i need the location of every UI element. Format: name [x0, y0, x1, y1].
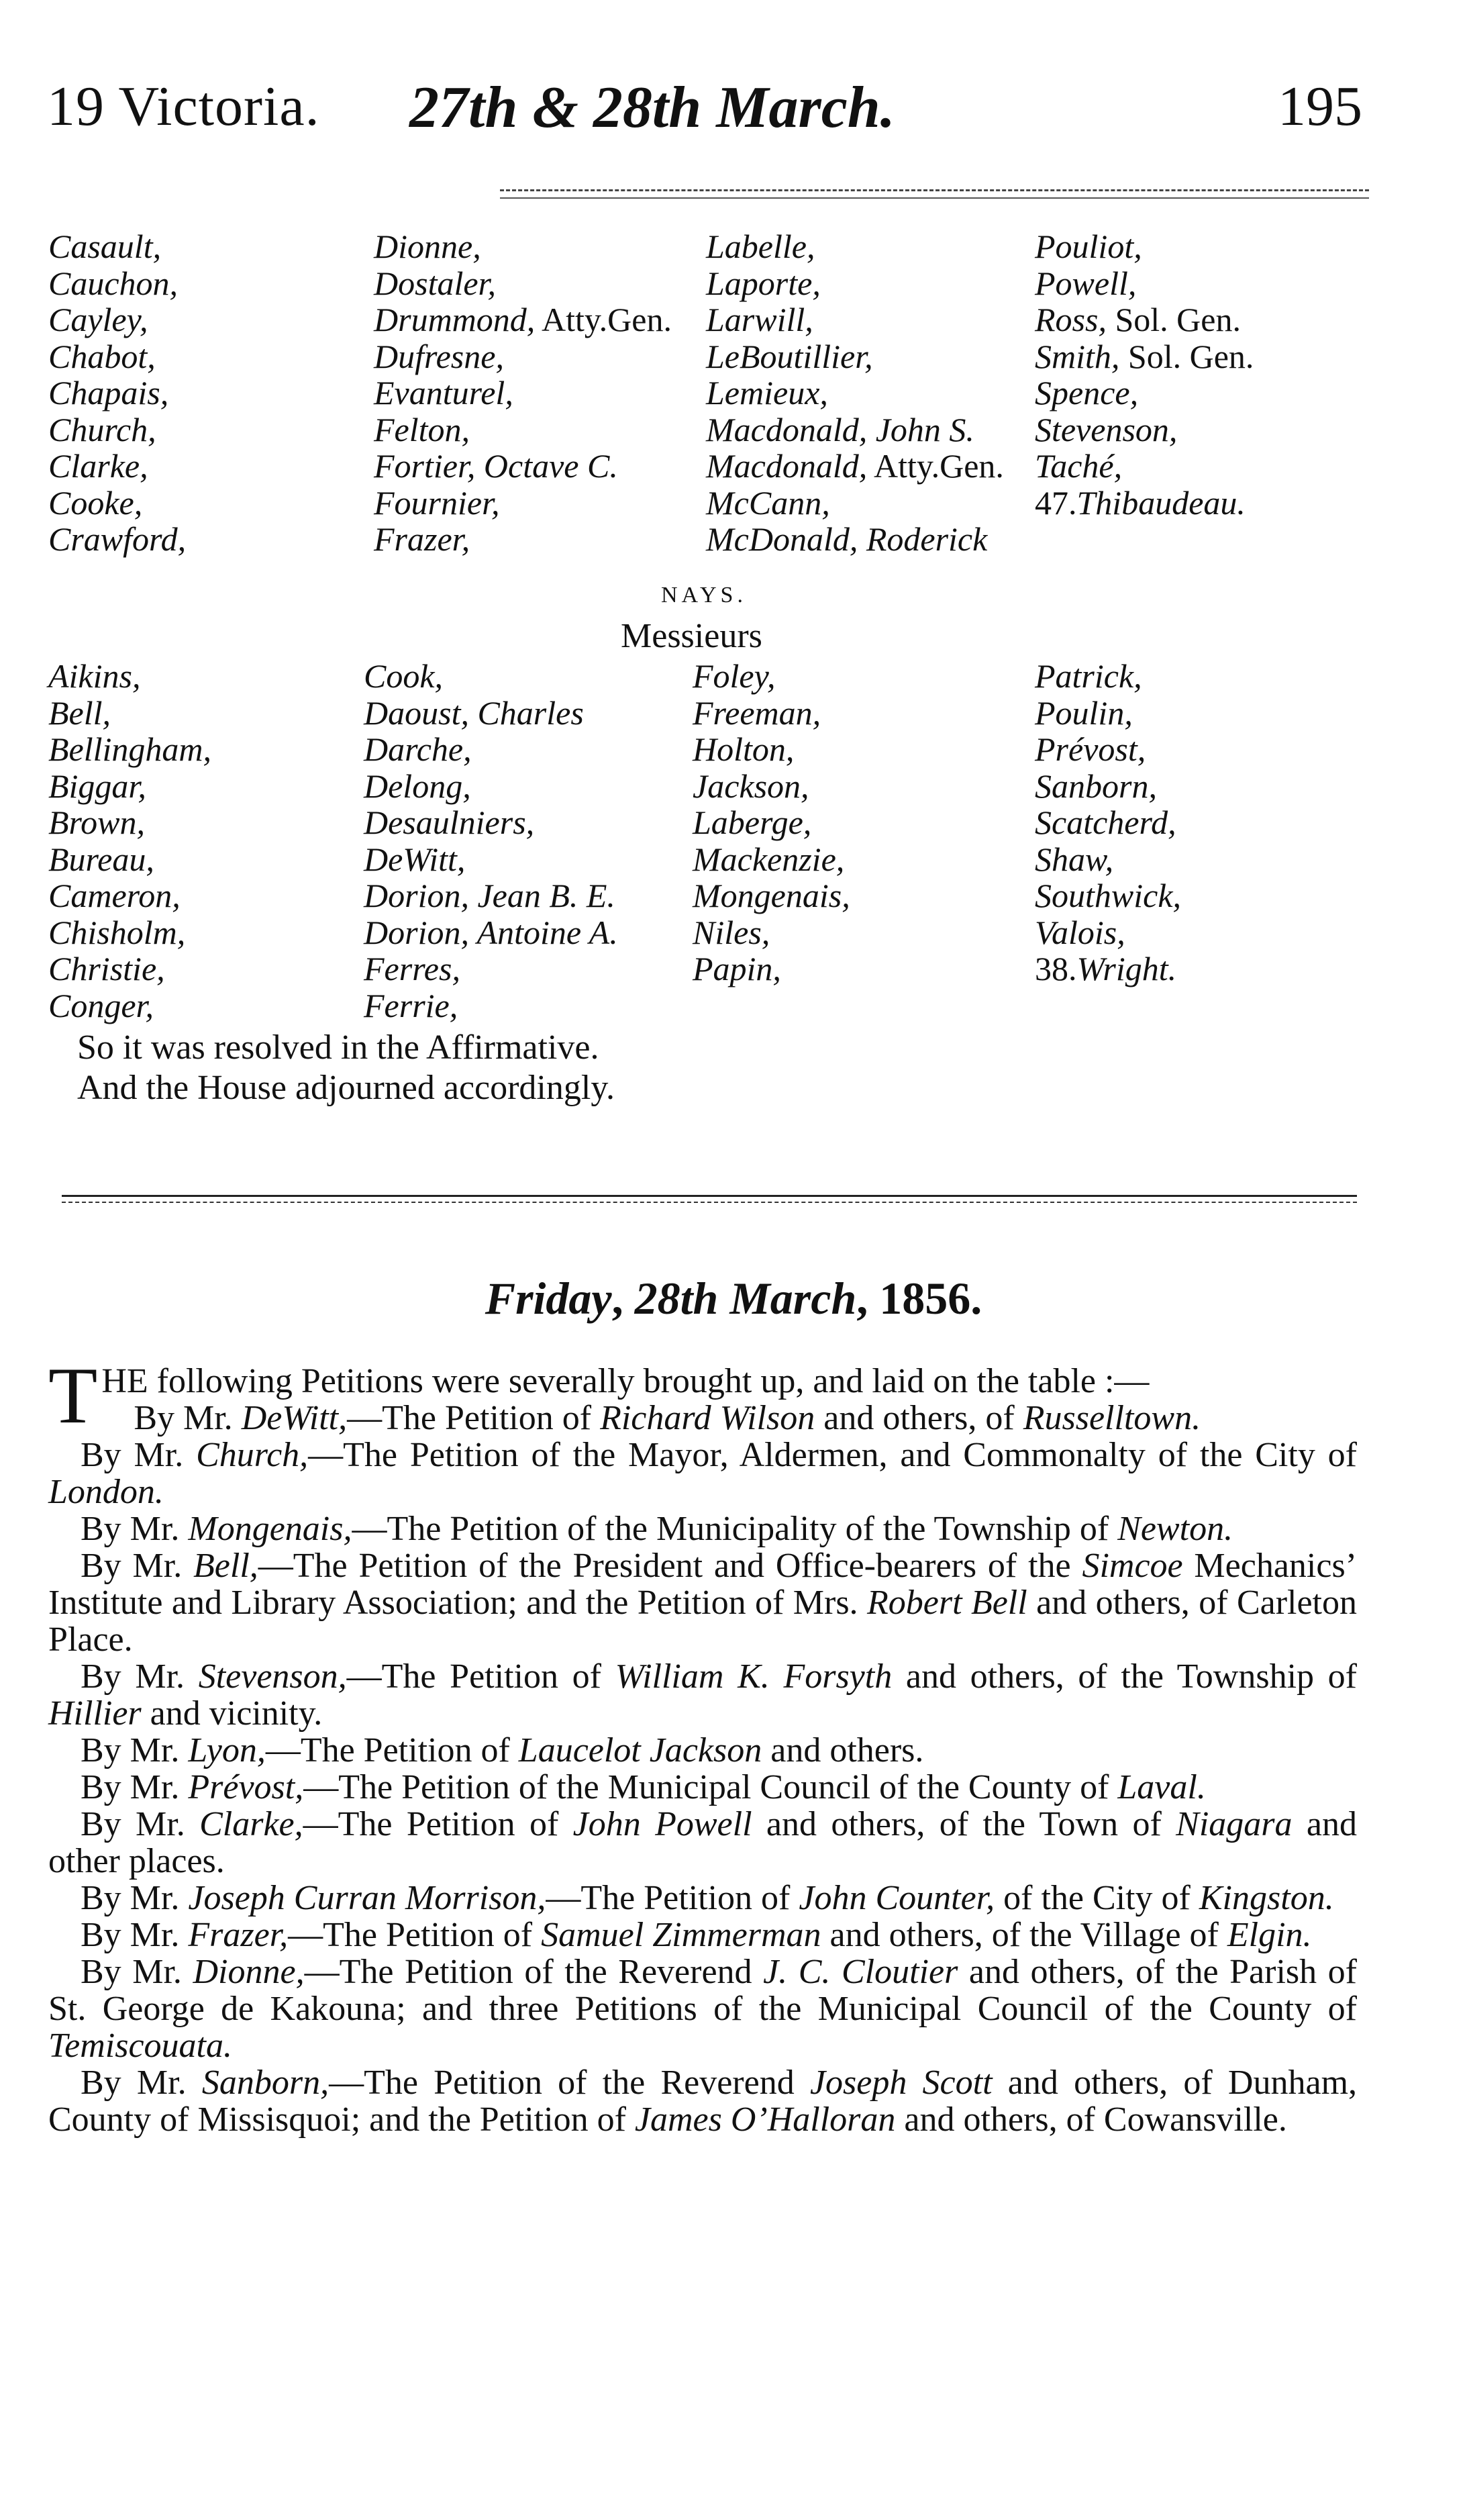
- yeas-column-4: [1035, 228, 1254, 558]
- petition-text: and others, of the Village of: [821, 1916, 1227, 1954]
- member-name: Fournier,: [374, 483, 500, 522]
- member-name: Delong,: [364, 767, 471, 805]
- petition-entry: [48, 1880, 1357, 1917]
- member-name: Freeman,: [693, 693, 821, 732]
- petition-entry: [48, 1806, 1357, 1880]
- petition-text: —The Petition of: [546, 1879, 799, 1917]
- member-name: Mongenais,: [693, 877, 850, 914]
- member-name: Dorion, Jean B. E.: [364, 877, 615, 914]
- member-name: Dorion, Antoine A.: [364, 913, 618, 951]
- member-name: Laberge,: [693, 804, 812, 841]
- petition-name: Mongenais,: [188, 1510, 352, 1548]
- member-name: Felton,: [374, 410, 470, 448]
- member-name: Clarke,: [48, 447, 148, 485]
- member-name: McDonald, Roderick: [706, 520, 988, 558]
- member-name: Macdonald, Atty.Gen.: [706, 447, 1004, 485]
- petition-text: —The Petition of the President and Office-bearers of the: [258, 1547, 1082, 1585]
- petition-list: [48, 1400, 1357, 2138]
- petition-name: Samuel Zimmerman: [541, 1916, 821, 1954]
- petition-name: Joseph Curran Morrison,: [188, 1879, 546, 1917]
- petition-name: Robert Bell: [867, 1584, 1027, 1622]
- member-name: Dionne,: [374, 228, 481, 265]
- petition-text: By Mr.: [81, 1805, 200, 1843]
- petition-name: Hillier: [48, 1694, 142, 1733]
- nays-heading: NAYS.: [661, 583, 747, 608]
- header-rule-dashed: [500, 189, 1369, 191]
- petition-text: of the City of: [995, 1879, 1199, 1917]
- petition-text: and others, of Carleton Place.: [48, 1584, 1358, 1659]
- petition-text: —The Petition of the Reverend: [329, 2064, 810, 2102]
- petition-name: Elgin.: [1227, 1916, 1312, 1954]
- petition-text: By Mr.: [81, 1879, 189, 1917]
- petition-entry: [48, 1769, 1357, 1806]
- section-rule-dashed: [62, 1202, 1357, 1203]
- petition-text: —The Petition of the Municipality of the Township of: [352, 1510, 1118, 1548]
- petition-name: Clarke,: [199, 1805, 303, 1843]
- petition-text: —The Petition of the Reverend: [304, 1953, 764, 1991]
- section-rule: [62, 1195, 1357, 1197]
- petition-name: Sanborn,: [201, 2064, 330, 2102]
- messieurs-label: Messieurs: [621, 617, 762, 655]
- header-dates: 27th & 28th March.: [409, 75, 895, 140]
- member-name: Smith, Sol. Gen.: [1035, 337, 1254, 375]
- petition-name: Simcoe: [1082, 1547, 1183, 1585]
- member-name: Poulin,: [1035, 693, 1133, 732]
- member-name: 38.Wright.: [1035, 950, 1177, 987]
- member-name: Desaulniers,: [364, 804, 535, 841]
- member-name: Fortier, Octave C.: [374, 447, 618, 485]
- petition-text: —The Petition of the Municipal Council of the County of: [303, 1768, 1118, 1806]
- nays-column-3: [693, 658, 850, 1024]
- petition-text: Mechanics’ Institute and Library Association; and the Petition of Mrs.: [48, 1547, 1357, 1622]
- member-name: Scatcherd,: [1035, 804, 1176, 841]
- petition-text: By Mr.: [81, 1953, 193, 1991]
- petition-name: Laucelot Jackson: [518, 1731, 762, 1770]
- member-name: Macdonald, John S.: [706, 410, 974, 448]
- member-name: Ross, Sol. Gen.: [1035, 301, 1241, 338]
- petition-name: Richard Wilson: [600, 1399, 815, 1437]
- date-comma-1: ,: [611, 1273, 635, 1324]
- member-name: Dostaler,: [374, 264, 496, 302]
- petition-text: —The Petition of: [347, 1399, 601, 1437]
- member-name: Bellingham,: [48, 730, 212, 768]
- petition-text: —The Petition of the Mayor, Aldermen, and Commonalty of the City of: [308, 1436, 1357, 1474]
- member-name: Casault,: [48, 228, 162, 265]
- petition-name: John Counter,: [799, 1879, 995, 1917]
- member-name: Ferrie,: [364, 986, 458, 1024]
- petition-entry: [48, 1658, 1357, 1732]
- petition-entry: [48, 1400, 1357, 1437]
- petition-name: Church,: [196, 1436, 309, 1474]
- petition-entry: [48, 1953, 1357, 2064]
- member-name: Chisholm,: [48, 913, 186, 951]
- petition-name: Dionne,: [193, 1953, 305, 1991]
- member-name: Brown,: [48, 804, 145, 841]
- petition-name: Bell,: [193, 1547, 258, 1585]
- petition-text: and others, of Dunham, County of Missisquoi; and the Petition of: [48, 2064, 1358, 2139]
- nays-column-4: [1035, 658, 1181, 1024]
- petition-text: By Mr.: [81, 1547, 194, 1585]
- page-header: [47, 74, 1362, 148]
- member-name: Laporte,: [706, 264, 821, 302]
- petition-text: and others, of: [815, 1399, 1023, 1437]
- petition-text: —The Petition of: [265, 1731, 519, 1770]
- petition-text: —The Petition of: [288, 1916, 542, 1954]
- petition-text: —The Petition of: [303, 1805, 573, 1843]
- member-name: Foley,: [693, 657, 776, 695]
- member-name: Cooke,: [48, 483, 143, 522]
- petition-name: Russelltown.: [1023, 1399, 1201, 1437]
- member-name: Daoust, Charles: [364, 693, 584, 732]
- member-name: Cameron,: [48, 877, 181, 914]
- petitions-section: [48, 1351, 1358, 2139]
- member-name: Frazer,: [374, 520, 470, 558]
- member-name: Evanturel,: [374, 374, 513, 411]
- member-name: Holton,: [693, 730, 795, 768]
- member-name: Cauchon,: [48, 264, 179, 302]
- petition-text: and others, of the Parish of St. George de Kakouna; and three Petitions of the Municipal Council of the County of: [48, 1953, 1357, 2028]
- petition-name: Prévost,: [188, 1768, 304, 1806]
- drop-cap: T: [48, 1351, 98, 1440]
- petition-text: and others, of the Town of: [752, 1805, 1176, 1843]
- member-name: Mackenzie,: [693, 840, 845, 878]
- petition-name: DeWitt,: [241, 1399, 348, 1437]
- petition-entry: [48, 1510, 1357, 1547]
- petition-entry: [48, 1917, 1357, 1953]
- petition-text: and other places.: [48, 1805, 1357, 1880]
- member-name: Patrick,: [1035, 657, 1142, 695]
- member-name: Conger,: [48, 986, 154, 1024]
- yeas-column-2: [374, 228, 672, 558]
- petition-name: Frazer,: [188, 1916, 289, 1954]
- member-name: LeBoutillier,: [706, 337, 873, 375]
- petition-name: London.: [48, 1473, 164, 1511]
- petition-name: John Powell: [572, 1805, 752, 1843]
- member-name: Spence,: [1035, 374, 1139, 411]
- member-name: Niles,: [693, 913, 770, 951]
- petition-name: James O’Halloran: [634, 2100, 896, 2139]
- member-name: Valois,: [1035, 913, 1125, 951]
- member-name: Dufresne,: [374, 337, 504, 375]
- intro-text: HE following Petitions were severally brought up, and laid on the table :—: [101, 1362, 1150, 1400]
- petition-name: Kingston.: [1199, 1879, 1334, 1917]
- member-name: Drummond, Atty.Gen.: [374, 301, 672, 338]
- petition-entry: [48, 1437, 1357, 1510]
- member-name: Papin,: [693, 950, 781, 987]
- member-name: Southwick,: [1035, 877, 1182, 914]
- member-name: Bureau,: [48, 840, 154, 878]
- adjourned-line: And the House adjourned accordingly.: [77, 1069, 615, 1107]
- petition-text: and others, of Cowansville.: [895, 2100, 1287, 2139]
- petition-text: and others, of the Township of: [892, 1657, 1357, 1696]
- member-name: Pouliot,: [1035, 228, 1142, 265]
- petition-name: Temiscouata.: [48, 2027, 232, 2065]
- member-name: Stevenson,: [1035, 410, 1178, 448]
- date-year: 1856.: [879, 1273, 982, 1324]
- date-date: 28th March: [634, 1273, 857, 1324]
- member-name: Larwill,: [706, 301, 813, 338]
- member-name: Taché,: [1035, 447, 1123, 485]
- resolution-line: So it was resolved in the Affirmative.: [77, 1028, 599, 1067]
- petition-name: Lyon,: [188, 1731, 266, 1770]
- member-name: McCann,: [706, 483, 830, 522]
- petition-text: By Mr.: [134, 1399, 242, 1437]
- petition-name: Newton.: [1117, 1510, 1233, 1548]
- member-name: [1035, 521, 1254, 558]
- petition-text: and others.: [762, 1731, 924, 1770]
- date-comma-2: ,: [856, 1273, 880, 1324]
- petition-text: By Mr.: [81, 1768, 189, 1806]
- petition-name: J. C. Cloutier: [763, 1953, 958, 1991]
- petition-text: By Mr.: [81, 1731, 189, 1770]
- member-name: [1035, 987, 1181, 1024]
- date-day: Friday: [485, 1273, 612, 1324]
- session-label: 19 Victoria.: [47, 75, 320, 138]
- petition-text: By Mr.: [81, 1510, 189, 1548]
- petition-name: Laval.: [1117, 1768, 1206, 1806]
- petition-name: Stevenson,: [198, 1657, 347, 1696]
- member-name: Jackson,: [693, 767, 809, 805]
- member-name: Labelle,: [706, 228, 815, 265]
- member-name: Biggar,: [48, 767, 146, 805]
- member-name: Bell,: [48, 693, 111, 732]
- member-name: Sanborn,: [1035, 767, 1157, 805]
- petition-entry: [48, 2064, 1357, 2138]
- member-name: Prévost,: [1035, 730, 1146, 768]
- member-name: Powell,: [1035, 264, 1137, 302]
- member-name: Shaw,: [1035, 840, 1114, 878]
- member-name: Lemieux,: [706, 374, 828, 411]
- member-name: Darche,: [364, 730, 472, 768]
- yeas-column-3: [706, 228, 1004, 558]
- petition-text: By Mr.: [81, 1916, 189, 1954]
- petition-name: Joseph Scott: [809, 2064, 993, 2102]
- member-name: [693, 987, 850, 1024]
- nays-column-1: [48, 658, 211, 1024]
- member-name: Chabot,: [48, 337, 156, 375]
- member-name: Church,: [48, 410, 156, 448]
- petition-name: Niagara: [1176, 1805, 1293, 1843]
- member-name: Christie,: [48, 950, 165, 987]
- member-name: Aikins,: [48, 657, 141, 695]
- date-heading: [0, 1272, 1467, 1325]
- petition-text: and vicinity.: [141, 1694, 323, 1733]
- petition-name: William K. Forsyth: [615, 1657, 893, 1696]
- petition-entry: [48, 1547, 1357, 1658]
- member-name: Crawford,: [48, 520, 187, 558]
- nays-column-2: [364, 658, 618, 1024]
- petition-text: —The Petition of: [346, 1657, 615, 1696]
- member-name: Cayley,: [48, 301, 148, 338]
- petition-text: By Mr.: [81, 1657, 199, 1696]
- member-name: Cook,: [364, 657, 444, 695]
- page-number: 195: [1278, 75, 1362, 138]
- member-name: 47.Thibaudeau.: [1035, 483, 1246, 522]
- petition-text: By Mr.: [81, 1436, 197, 1474]
- member-name: DeWitt,: [364, 840, 466, 878]
- member-name: Chapais,: [48, 374, 169, 411]
- header-rule: [500, 197, 1369, 199]
- member-name: Ferres,: [364, 950, 460, 987]
- petition-text: By Mr.: [81, 2064, 202, 2102]
- yeas-column-1: [48, 228, 186, 558]
- petition-entry: [48, 1732, 1357, 1769]
